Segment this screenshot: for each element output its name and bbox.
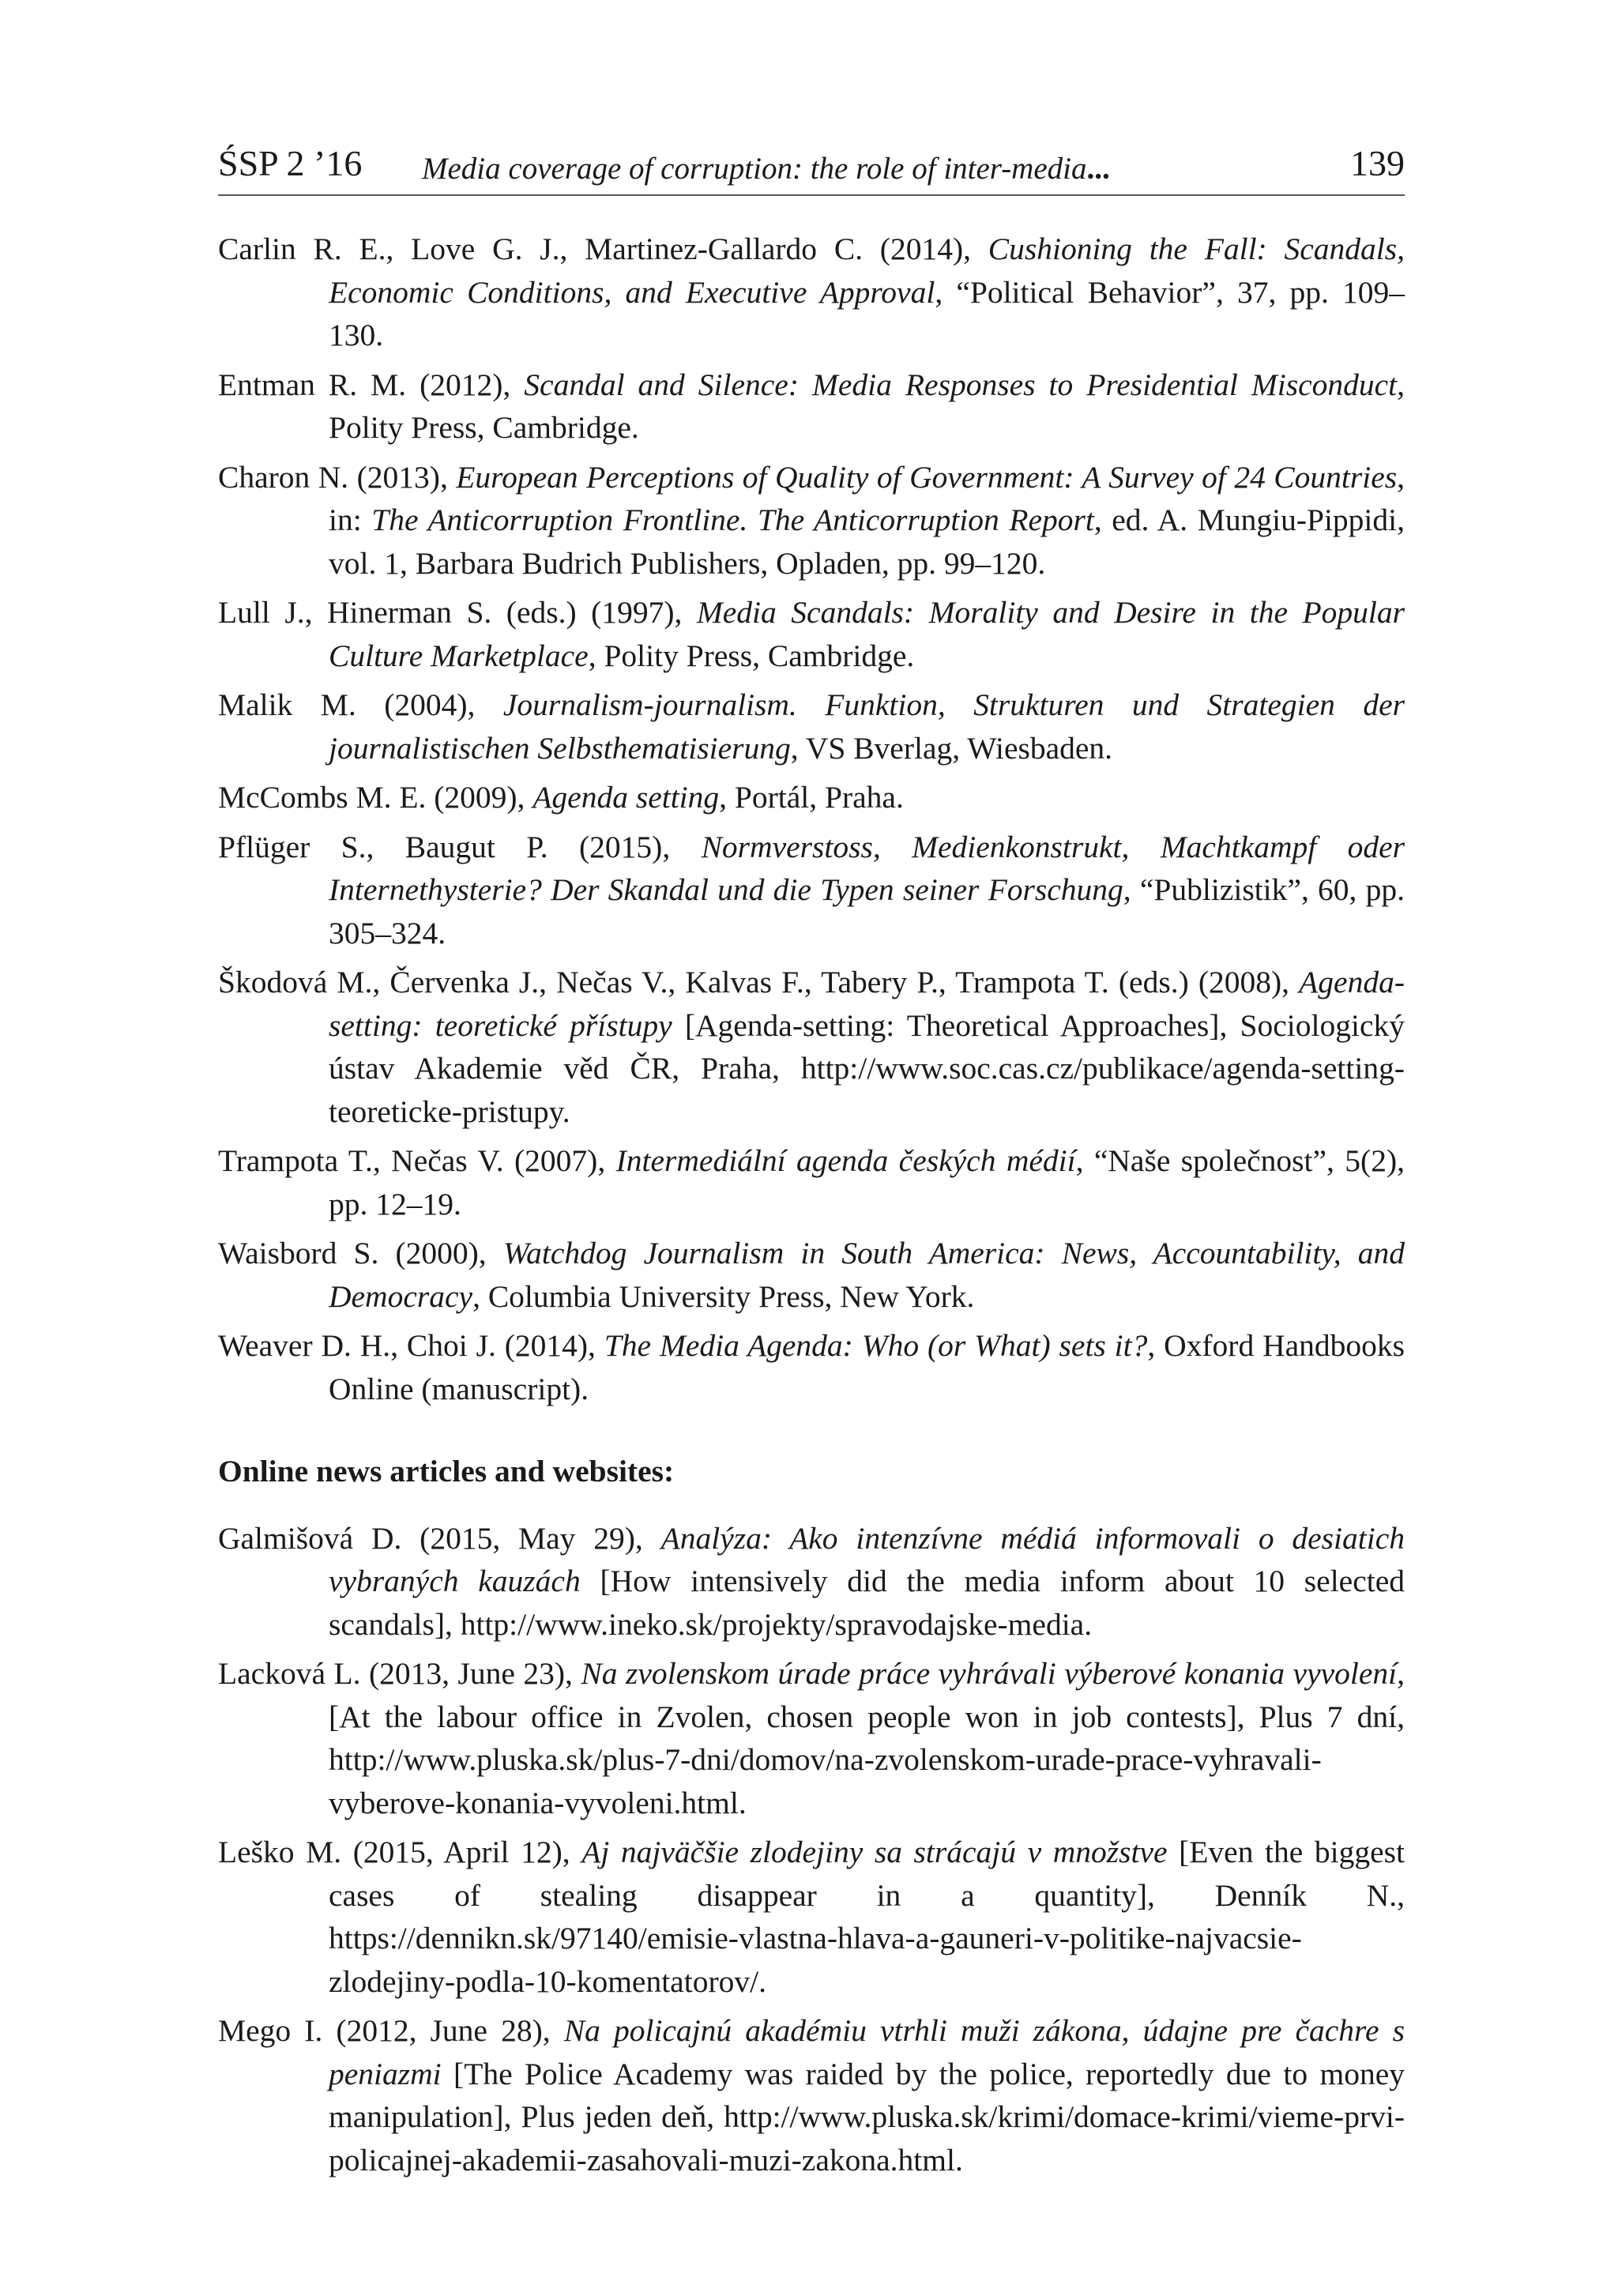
reference-authors: Malik M. (2004), [218, 687, 503, 722]
reference-title: Na zvolenskom úrade práce vyhrávali výberové konania vyvolení [581, 1656, 1398, 1691]
reference-entry [218, 228, 1405, 357]
reference-details: [How intensively did the media inform about 10 selected scandals], http://www.ineko.sk/projekty/spravodajske-media. [329, 1564, 1405, 1642]
reference-title: Agenda-setting: teoretické přístupy [329, 965, 1405, 1043]
reference-authors: Galmišová D. (2015, May 29), [218, 1520, 661, 1556]
reference-entry [218, 591, 1405, 677]
reference-authors: Lacková L. (2013, June 23), [218, 1656, 581, 1691]
reference-authors: Lull J., Hinerman S. (eds.) (1997), [218, 595, 697, 630]
reference-details: , “Publizistik”, 60, pp. 305–324. [329, 872, 1405, 950]
reference-authors: Škodová M., Červenka J., Nečas V., Kalvas F., Tabery P., Trampota T. (eds.) (2008), [218, 965, 1300, 999]
reference-entry [218, 776, 1405, 819]
reference-title: Aj najväčšie zlodejiny sa strácajú v množstve [581, 1835, 1168, 1869]
reference-entry [218, 826, 1405, 955]
reference-title: Cushioning the Fall: Scandals, Economic Conditions, and Executive Approval [329, 231, 1405, 310]
reference-entry [218, 1139, 1405, 1225]
reference-title: Scandal and Silence: Media Responses to Presidential Misconduct [524, 367, 1398, 402]
reference-authors: Charon N. (2013), [218, 459, 457, 495]
reference-details: [Agenda-setting: Theoretical Approaches], Sociologický ústav Akademie věd ČR, Praha, http://www.soc.cas.cz/publikace/agenda-setting-teoreticke-pristupy. [329, 1007, 1405, 1129]
reference-title: Analýza: Ako intenzívne médiá informovali o desiatich vybraných kauzách [329, 1520, 1405, 1598]
running-title [422, 152, 1110, 186]
reference-authors: Weaver D. H., Choi J. (2014), [218, 1328, 604, 1363]
reference-details: , Oxford Handbooks Online (manuscript). [329, 1328, 1405, 1406]
reference-details: , Portál, Praha. [719, 780, 904, 815]
reference-entry [218, 456, 1405, 585]
reference-details: , “Political Behavior”, 37, pp. 109–130. [329, 274, 1405, 352]
online-reference-entry [218, 1831, 1405, 2003]
reference-authors: Pflüger S., Baugut P. (2015), [218, 829, 702, 864]
section-heading-online-sources: Online news articles and websites: [218, 1454, 675, 1489]
reference-title: Intermediální agenda českých médií [615, 1143, 1076, 1178]
reference-title: Watchdog Journalism in South America: News, Accountability, and Democracy [329, 1236, 1405, 1314]
reference-details: , ed. A. Mungiu-Pippidi, vol. 1, Barbara Budrich Publishers, Opladen, pp. 99–120. [329, 502, 1405, 581]
reference-title: Agenda setting [532, 780, 720, 815]
reference-authors: Waisbord S. (2000), [218, 1236, 503, 1270]
reference-entry [218, 1324, 1405, 1410]
reference-list [218, 228, 1405, 2188]
reference-authors: McCombs M. E. (2009), [218, 780, 533, 815]
reference-title: Journalism-journalism. Funktion, Strukturen und Strategien der journalistischen Selbsthematisierung [329, 687, 1405, 766]
reference-authors: Leško M. (2015, April 12), [218, 1835, 582, 1869]
reference-details: [Even the biggest cases of stealing disappear in a quantity], Denník N., https://dennikn.sk/97140/emisie-vlastna-hlava-a-gauneri-v-politike-najvacsie-zlodejiny-podla-10-komentatorov/. [329, 1835, 1405, 1999]
running-header [218, 141, 1405, 196]
running-title-ellipsis: ... [1086, 152, 1110, 186]
reference-details: [The Police Academy was raided by the police, reportedly due to money manipulation], Plus jeden deň, http://www.pluska.sk/krimi/domace-krimi/vieme-prvi-policajnej-akademii-zasahovali-muzi-zakona.html. [329, 2056, 1405, 2177]
reference-details: , Columbia University Press, New York. [472, 1278, 975, 1314]
reference-container-title: The Anticorruption Frontline. The Anticorruption Report [371, 502, 1094, 537]
reference-authors: Mego I. (2012, June 28), [218, 2013, 564, 2048]
reference-details: , VS Bverlag, Wiesbaden. [790, 730, 1113, 766]
page-number: 139 [1350, 143, 1405, 183]
reference-title: Media Scandals: Morality and Desire in the Popular Culture Marketplace [329, 595, 1405, 673]
running-title-text: Media coverage of corruption: the role of inter-media [422, 152, 1087, 186]
reference-details: , “Naše společnost”, 5(2), pp. 12–19. [329, 1143, 1405, 1221]
reference-entry [218, 1232, 1405, 1318]
online-reference-entry [218, 2009, 1405, 2181]
reference-authors: Carlin R. E., Love G. J., Martinez-Gallardo C. (2014), [218, 231, 988, 266]
reference-authors: Trampota T., Nečas V. (2007), [218, 1143, 616, 1178]
reference-details: , Polity Press, Cambridge. [588, 638, 915, 673]
reference-title: Na policajnú akadémiu vtrhli muži zákona, údajne pre čachre s peniazmi [329, 2013, 1405, 2091]
reference-details: , [At the labour office in Zvolen, chosen people won in job contests], Plus 7 dní, http://www.pluska.sk/plus-7-dni/domov/na-zvolenskom-urade-prace-vyhravali-vyberove-konania-vyvoleni.html. [329, 1656, 1405, 1820]
reference-entry [218, 683, 1405, 770]
reference-entry [218, 961, 1405, 1133]
reference-entry [218, 363, 1405, 450]
online-reference-entry [218, 1517, 1405, 1647]
journal-issue: ŚSP 2 ’16 [218, 143, 363, 183]
online-reference-entry [218, 1652, 1405, 1824]
reference-authors: Entman R. M. (2012), [218, 367, 525, 402]
reference-title: The Media Agenda: Who (or What) sets it? [604, 1328, 1148, 1363]
reference-in: , in: [329, 459, 1405, 537]
reference-title: European Perceptions of Quality of Government: A Survey of 24 Countries [456, 459, 1398, 495]
reference-details: , Polity Press, Cambridge. [329, 367, 1405, 445]
reference-title: Normverstoss, Medienkonstrukt, Machtkampf oder Internethysterie? Der Skandal und die Typen seiner Forschung [329, 829, 1405, 907]
